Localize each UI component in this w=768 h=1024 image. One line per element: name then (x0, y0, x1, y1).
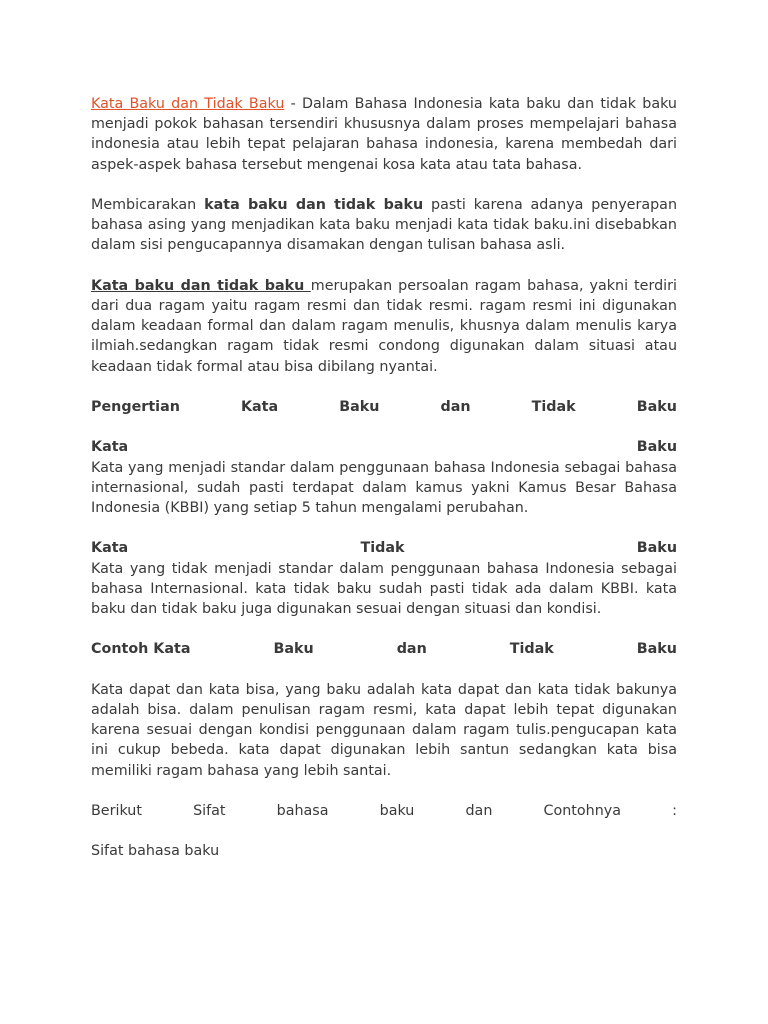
p2-post: pasti karena adanya penyerapan bahasa asing yang menjadikan kata baku menjadi kata tidak baku.ini disebabkan dalam sisi pengucapannya disamakan dengan tulisan bahasa asli. (91, 197, 678, 254)
p2-bold: kata baku dan tidak baku (204, 197, 424, 213)
article-title-link[interactable]: Kata Baku dan Tidak Baku (91, 96, 285, 112)
intro-paragraph (91, 94, 677, 175)
heading-word: Baku (339, 399, 380, 415)
heading-word: Baku (273, 641, 314, 658)
line-word: Contohnya (543, 802, 621, 819)
line-word: dan (465, 802, 493, 819)
heading-word: Baku (636, 641, 677, 658)
line-word: baku (379, 802, 415, 819)
line-berikut (91, 801, 677, 821)
line-word: bahasa (276, 802, 329, 819)
heading-word: Pengertian (91, 399, 180, 415)
paragraph-contoh: Kata dapat dan kata bisa, yang baku adalah kata dapat dan kata tidak bakunya adalah bisa. dalam penulisan ragam resmi, kata dapat lebih tepat digunakan karena sesuai dengan kondisi penggunaan dalam ragam tulis.pengucapan kata ini cukup bebeda. kata dapat digunakan lebih santun sedangkan kata bisa memiliki ragam bahasa yang lebih santai. (91, 681, 677, 779)
heading-kata-baku (91, 437, 677, 457)
heading-word: Tidak (360, 540, 405, 557)
heading-word: Baku (636, 399, 677, 415)
paragraph-sifat: Sifat bahasa baku (91, 843, 220, 860)
heading-word: Kata (91, 540, 129, 557)
line-word: Sifat (193, 802, 226, 819)
intro-text: - Dalam Bahasa Indonesia kata baku dan tidak baku menjadi pokok bahasan tersendiri khususnya dalam proses mempelajari bahasa indonesia atau lebih tepat pelajaran bahasa indonesia, karena membedah dari aspek-aspek bahasa tersebut mengenai kosa kata atau tata bahasa. (91, 96, 677, 173)
line-word: Berikut (91, 802, 142, 819)
heading-word: Contoh Kata (91, 641, 191, 658)
heading-word: dan (396, 641, 427, 658)
heading-word: Baku (636, 439, 677, 456)
heading-pengertian (91, 397, 677, 417)
paragraph-membicarakan (91, 195, 677, 256)
heading-word: Kata (91, 439, 129, 456)
paragraph-ragam (91, 276, 677, 377)
paragraph-kata-tidak-baku: Kata yang tidak menjadi standar dalam penggunaan bahasa Indonesia sebagai bahasa Internasional. kata tidak baku sudah pasti tidak ada dalam KBBI. kata baku dan tidak baku juga digunakan sesuai dengan situasi dan kondisi. (91, 560, 677, 617)
p2-pre: Membicarakan (91, 197, 205, 213)
p3-post: merupakan persoalan ragam bahasa, yakni terdiri dari dua ragam yaitu ragam resmi dan tidak resmi. ragam resmi ini digunakan dalam keadaan formal dan dalam ragam menulis, khusnya dalam menulis karya ilmiah.sedangkan ragam tidak resmi condong digunakan dalam situasi atau keadaan tidak formal atau bisa dibilang nyantai. (91, 277, 677, 375)
heading-word: Baku (636, 540, 677, 557)
heading-contoh (91, 639, 677, 659)
article (91, 94, 677, 862)
line-word: : (672, 802, 677, 819)
heading-word: Tidak (509, 641, 554, 658)
paragraph-kata-baku: Kata yang menjadi standar dalam penggunaan bahasa Indonesia sebagai bahasa internasional, sudah pasti terdapat dalam kamus yakni Kamus Besar Bahasa Indonesia (KBBI) yang setiap 5 tahun mengalami perubahan. (91, 459, 677, 516)
heading-kata-tidak-baku (91, 538, 677, 558)
heading-word: Tidak (531, 399, 576, 415)
heading-word: Kata (240, 399, 279, 415)
p3-bold: Kata baku dan tidak baku (91, 277, 311, 294)
heading-word: dan (440, 399, 471, 415)
